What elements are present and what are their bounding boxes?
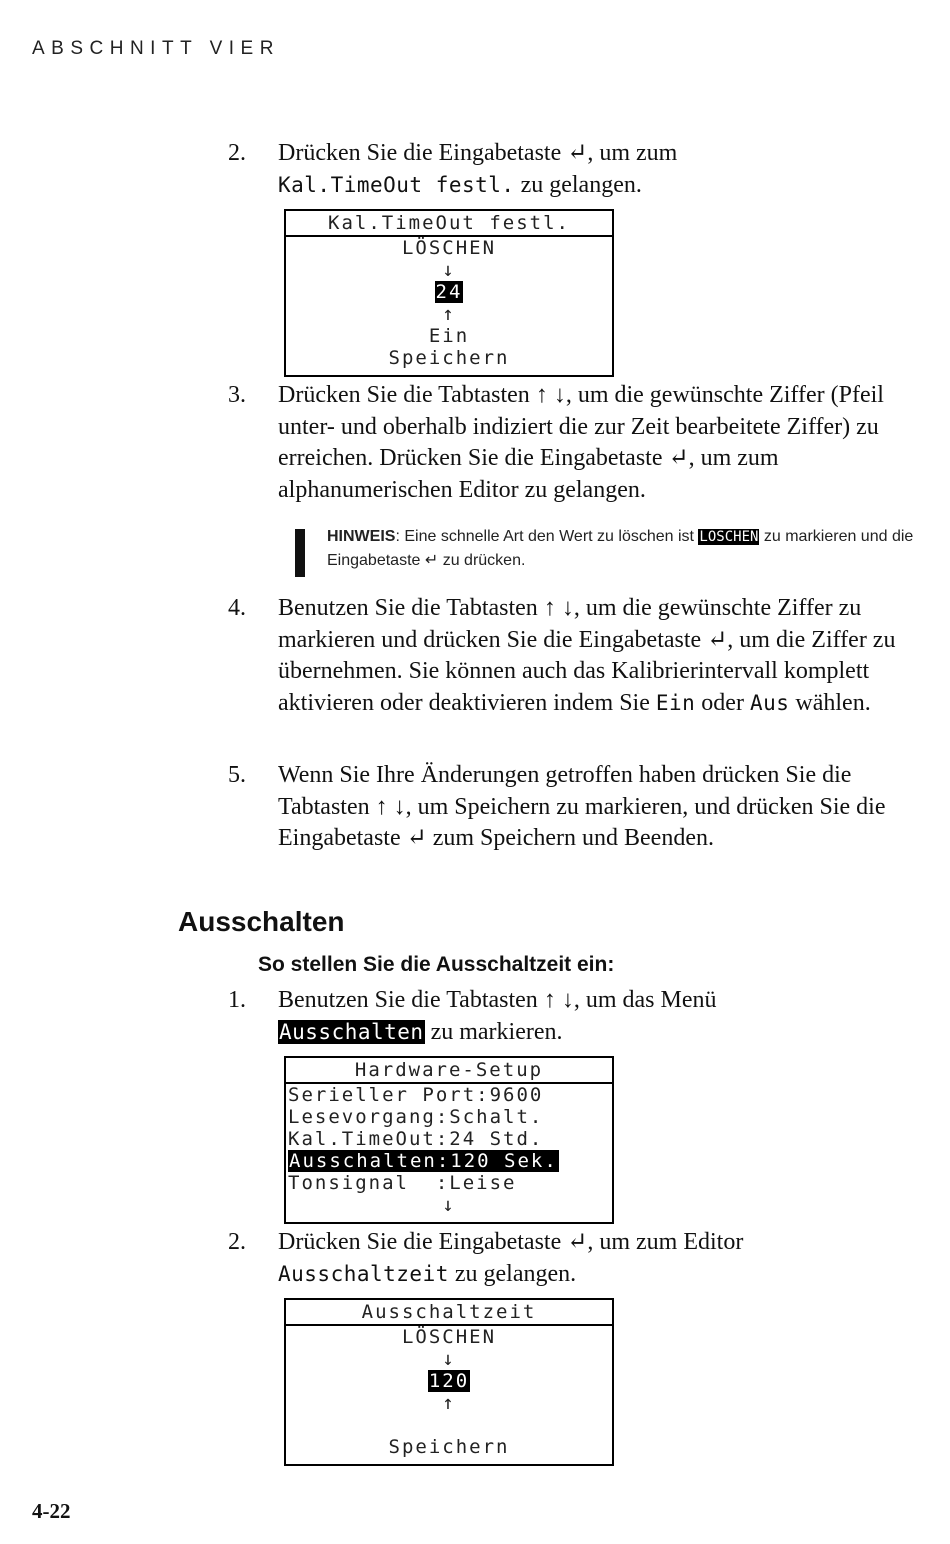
tab-keys-icon: ↑ ↓ — [543, 987, 574, 1013]
clear-tag: LÖSCHEN — [699, 529, 759, 545]
step-number: 1. — [228, 987, 246, 1013]
lcd-save: Speichern — [388, 347, 510, 369]
lcd-title: Hardware-Setup — [286, 1058, 612, 1084]
lcd-row-tone: Tonsignal :Leise — [288, 1172, 517, 1194]
enter-key-icon: ↵ — [567, 140, 588, 166]
step-text: Benutzen Sie die Tabtasten ↑ ↓, um die gewünschte Ziffer zu markieren und drücken Sie die Eingabetaste ↵, um die Ziffer zu übernehmen. Sie können auch das Kalibrierintervall komplett aktivieren oder deaktivieren indem Sie Ein oder Aus wählen. — [278, 595, 896, 716]
lcd-title: Ausschaltzeit — [286, 1300, 612, 1326]
subheading: So stellen Sie die Ausschaltzeit ein: — [258, 953, 615, 976]
arrow-down-icon: ↓ — [442, 259, 456, 281]
step-text: Wenn Sie Ihre Änderungen getroffen haben drücken Sie die Tabtasten ↑ ↓, um Speichern zu markieren, und drücken Sie die Eingabetaste ↵ zum Speichern und Beenden. — [278, 762, 886, 851]
enter-key-icon: ↵ — [567, 1229, 588, 1255]
page-number: 4-22 — [32, 1499, 71, 1523]
step-number: 2. — [228, 140, 246, 166]
step-number: 2. — [228, 1229, 246, 1255]
arrow-down-icon: ↓ — [442, 1194, 456, 1216]
note-label: HINWEIS — [327, 528, 396, 545]
lcd-value: 120 — [428, 1370, 470, 1392]
lcd-clear: LÖSCHEN — [401, 1326, 497, 1348]
section-title: Ausschalten — [178, 906, 345, 937]
lcd-title: Kal.TimeOut festl. — [286, 211, 612, 237]
lcd-toggle: Ein — [428, 325, 470, 347]
lcd-shutoff-time — [284, 1298, 614, 1466]
tab-keys-icon: ↑ ↓ — [375, 793, 406, 820]
step-number: 3. — [228, 382, 246, 408]
enter-key-icon: ↵ — [424, 552, 439, 569]
lcd-blank — [286, 1414, 612, 1436]
lcd-row-off-selected: Ausschalten:120 Sek. — [289, 1150, 558, 1172]
lcd-cal-timeout — [284, 209, 614, 377]
tab-keys-icon: ↑ ↓ — [535, 382, 566, 408]
section-header: ABSCHNITT VIER — [32, 38, 280, 59]
step-number: 4. — [228, 595, 246, 621]
lcd-clear: LÖSCHEN — [401, 237, 497, 259]
step-text: Drücken Sie die Eingabetaste ↵, um zum Editor Ausschaltzeit zu gelangen. — [278, 1229, 744, 1287]
enter-key-icon: ↵ — [668, 445, 689, 471]
arrow-down-icon: ↓ — [442, 1348, 456, 1370]
lcd-save: Speichern — [388, 1436, 510, 1458]
menu-code: Ausschaltzeit — [278, 1261, 449, 1286]
step-text: Drücken Sie die Eingabetaste ↵, um zum Kal.TimeOut festl. zu gelangen. — [278, 140, 678, 198]
lcd-value: 24 — [435, 281, 463, 303]
step-text: Drücken Sie die Tabtasten ↑ ↓, um die gewünschte Ziffer (Pfeil unter- und oberhalb indiziert die zur Zeit bearbeitete Ziffer) zu erreichen. Drücken Sie die Eingabetaste ↵, um zum alphanumerischen Editor zu gelangen. — [278, 382, 884, 503]
lcd-row-read: Lesevorgang:Schalt. — [288, 1106, 544, 1128]
note-text: HINWEIS: Eine schnelle Art den Wert zu löschen ist LÖSCHEN zu markieren und die Eingabetaste ↵ zu drücken. — [327, 528, 914, 569]
menu-code: Kal.TimeOut festl. — [278, 172, 515, 197]
lcd-row-cal: Kal.TimeOut:24 Std. — [288, 1128, 544, 1150]
tab-keys-icon: ↑ ↓ — [543, 595, 574, 621]
enter-key-icon: ↵ — [707, 626, 728, 653]
enter-key-icon: ↵ — [406, 825, 427, 851]
code-off: Aus — [749, 690, 790, 715]
step-number: 5. — [228, 762, 246, 788]
note-bar — [295, 529, 305, 577]
arrow-up-icon: ↑ — [442, 1392, 456, 1414]
menu-code-highlighted: Ausschalten — [279, 1019, 424, 1044]
arrow-up-icon: ↑ — [442, 303, 456, 325]
step-text: Benutzen Sie die Tabtasten ↑ ↓, um das Menü Ausschalten zu markieren. — [278, 987, 717, 1045]
code-on: Ein — [655, 690, 696, 715]
lcd-hardware-setup — [284, 1056, 614, 1224]
lcd-row-port: Serieller Port:9600 — [288, 1084, 544, 1106]
